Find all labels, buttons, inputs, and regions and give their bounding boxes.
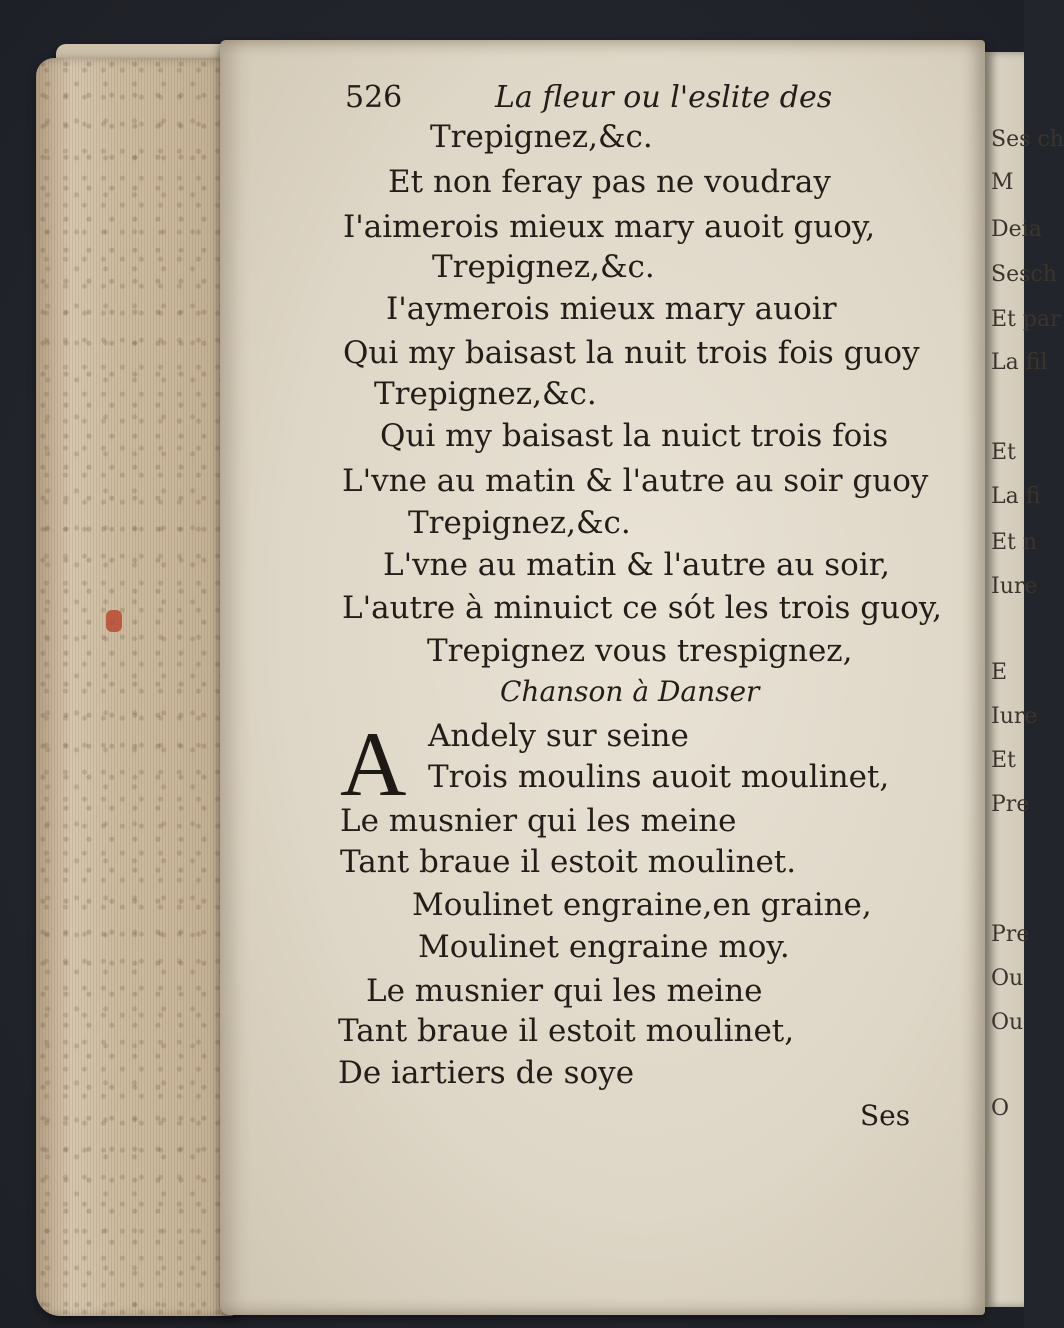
red-stain-mark — [106, 610, 122, 632]
facing-fragment: Et par — [991, 307, 1061, 332]
facing-fragment: Iure — [991, 704, 1038, 729]
verse-line: L'vne au matin & l'autre au soir, — [383, 547, 891, 583]
song-line: Tant braue il estoit moulinet. — [340, 844, 797, 880]
facing-fragment: M — [991, 170, 1014, 195]
verse-line: L'vne au matin & l'autre au soir guoy — [342, 463, 929, 499]
song-line: Le musnier qui les meine — [366, 973, 763, 1009]
verse-line: I'aimerois mieux mary auoit guoy, — [343, 209, 876, 245]
verse-line: Trepignez,&c. — [408, 505, 631, 541]
verse-line: Trepignez,&c. — [430, 119, 653, 155]
song-title: Chanson à Danser — [500, 675, 760, 708]
facing-fragment: Sesch — [991, 262, 1057, 287]
facing-fragment: Pre — [991, 792, 1030, 817]
verse-line: Trepignez vous trespignez, — [427, 633, 853, 669]
facing-fragment: Et n — [991, 530, 1038, 555]
facing-fragment: La fi — [991, 484, 1041, 509]
song-line: Tant braue il estoit moulinet, — [338, 1013, 795, 1049]
verse-line: Qui my baisast la nuit trois fois guoy — [343, 335, 920, 371]
facing-fragment: Ou — [991, 1010, 1024, 1035]
song-line: Moulinet engraine moy. — [418, 929, 790, 965]
song-line: De iartiers de soye — [338, 1055, 635, 1091]
facing-fragment: O — [991, 1096, 1010, 1121]
book-fore-edge — [36, 58, 236, 1316]
verse-line: Trepignez,&c. — [432, 249, 655, 285]
song-line: Le musnier qui les meine — [340, 803, 737, 839]
verse-line: Et non feray pas ne voudray — [388, 164, 831, 200]
facing-fragment: La fil — [991, 350, 1048, 375]
verse-line: Trepignez,&c. — [374, 376, 597, 412]
facing-fragment: Deia — [991, 217, 1042, 242]
running-title: La fleur ou l'eslite des — [495, 80, 833, 115]
verse-line: I'aymerois mieux mary auoir — [386, 291, 837, 327]
facing-fragment: Et — [991, 748, 1016, 773]
song-line: Andely sur seine — [428, 718, 689, 754]
facing-fragment: E — [991, 660, 1008, 685]
facing-fragment: Ses ch — [991, 127, 1064, 152]
song-line: Trois moulins auoit moulinet, — [428, 759, 890, 795]
drop-cap-letter: A — [340, 713, 407, 815]
catchword: Ses — [860, 1099, 911, 1132]
page-number: 526 — [345, 80, 403, 115]
verse-line: L'autre à minuict ce sót les trois guoy, — [342, 590, 943, 626]
facing-fragment: Ou — [991, 966, 1024, 991]
song-line: Moulinet engraine,en graine, — [412, 887, 872, 923]
facing-page-edge — [985, 52, 1064, 1307]
facing-fragment: Et — [991, 440, 1016, 465]
verse-line: Qui my baisast la nuict trois fois — [380, 418, 889, 454]
facing-fragment: Pre — [991, 922, 1030, 947]
facing-fragment: Iure — [991, 574, 1038, 599]
